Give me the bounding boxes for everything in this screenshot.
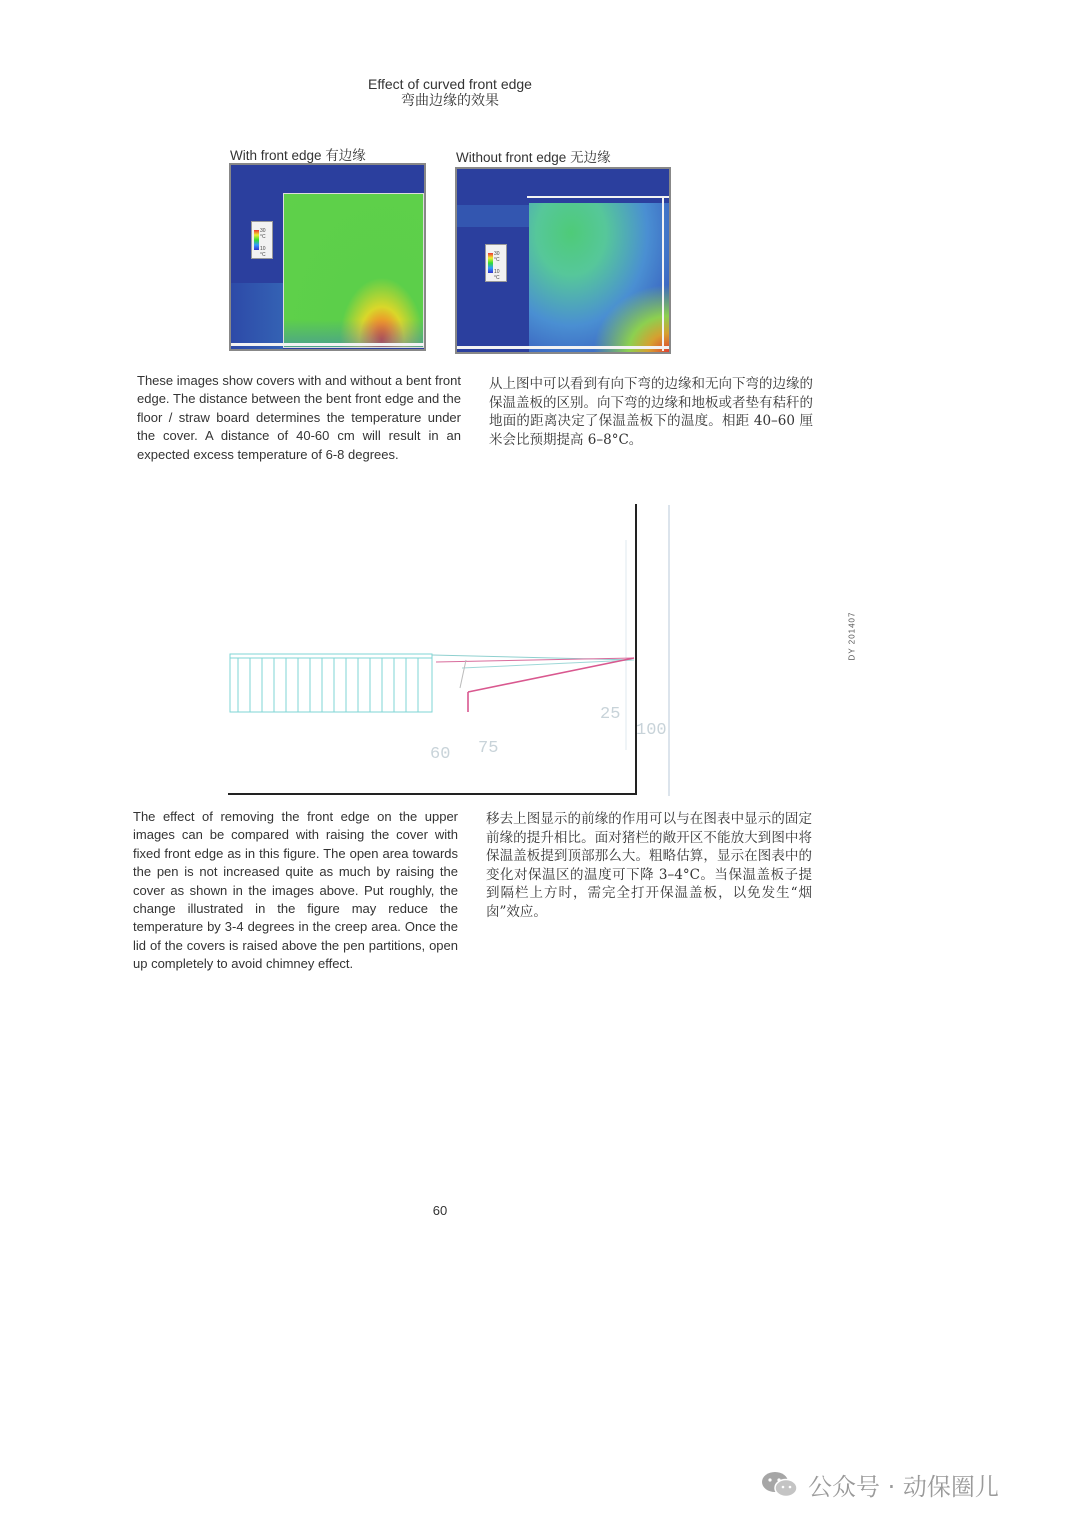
thermal-image-with-edge (229, 163, 426, 351)
side-code: DY 201407 (847, 611, 857, 661)
title-chinese: 弯曲边缘的效果 (401, 93, 499, 109)
paragraph-2-english: The effect of removing the front edge on the upper images can be compared with raising the cover with fixed front edge as in this figure. The open area towards the pen is not increased quite as much by raising the cover as shown in the images above. Put roughly, the change illustrated in the figure may reduce the temperature by 3-4 degrees in the creep area. Once the lid of the covers is raised above the pen partitions, open up completely to avoid chimney effect. (133, 809, 458, 972)
temperature-scale: 30 °C 10 °C (485, 244, 507, 282)
watermark-text: 公众号 · 动保圈儿 (808, 1472, 999, 1501)
temperature-scale: 30 °C 10 °C (251, 221, 273, 259)
caption-without-front-edge: Without front edge 无边缘 (456, 150, 611, 165)
label-100: 100 (636, 721, 667, 740)
title-english: Effect of curved front edge (368, 76, 532, 92)
thermal-image-without-edge (455, 167, 671, 354)
paragraph-1-english: These images show covers with and without a bent front edge. The distance between the bent front edge and the floor / straw board determines the temperature under the cover. A distance of 40-60 cm will result in an expected excess temperature of 6-8 degrees. (137, 373, 461, 462)
wechat-icon (760, 1469, 800, 1499)
label-75: 75 (478, 739, 499, 758)
page-number: 60 (432, 1203, 448, 1218)
paragraph-1-chinese: 从上图中可以看到有向下弯的边缘和无向下弯的边缘的保温盖板的区别。向下弯的边缘和地板或者垫有秸秆的地面的距离决定了保温盖板下的温度。相距 40–60 厘米会比预期提高 6–8°C。 (489, 376, 813, 448)
label-25: 25 (600, 705, 621, 724)
caption-with-front-edge: With front edge 有边缘 (230, 148, 366, 163)
watermark (760, 1466, 999, 1502)
page-title (300, 76, 600, 110)
cover-height-diagram (222, 500, 682, 805)
cover-positions (432, 655, 634, 712)
straw-board (230, 654, 432, 712)
label-60: 60 (430, 745, 451, 764)
paragraph-2-chinese: 移去上图显示的前缘的作用可以与在图表中显示的固定前缘的提升相比。面对猪栏的敞开区不能放大到图中将保温盖板提到顶部那么大。粗略估算，显示在图表中的变化对保温区的温度可下降 3–4°C。当保温盖板子提到隔栏上方时，需完全打开保温盖板，以免发生“烟囱”效应。 (486, 811, 812, 920)
